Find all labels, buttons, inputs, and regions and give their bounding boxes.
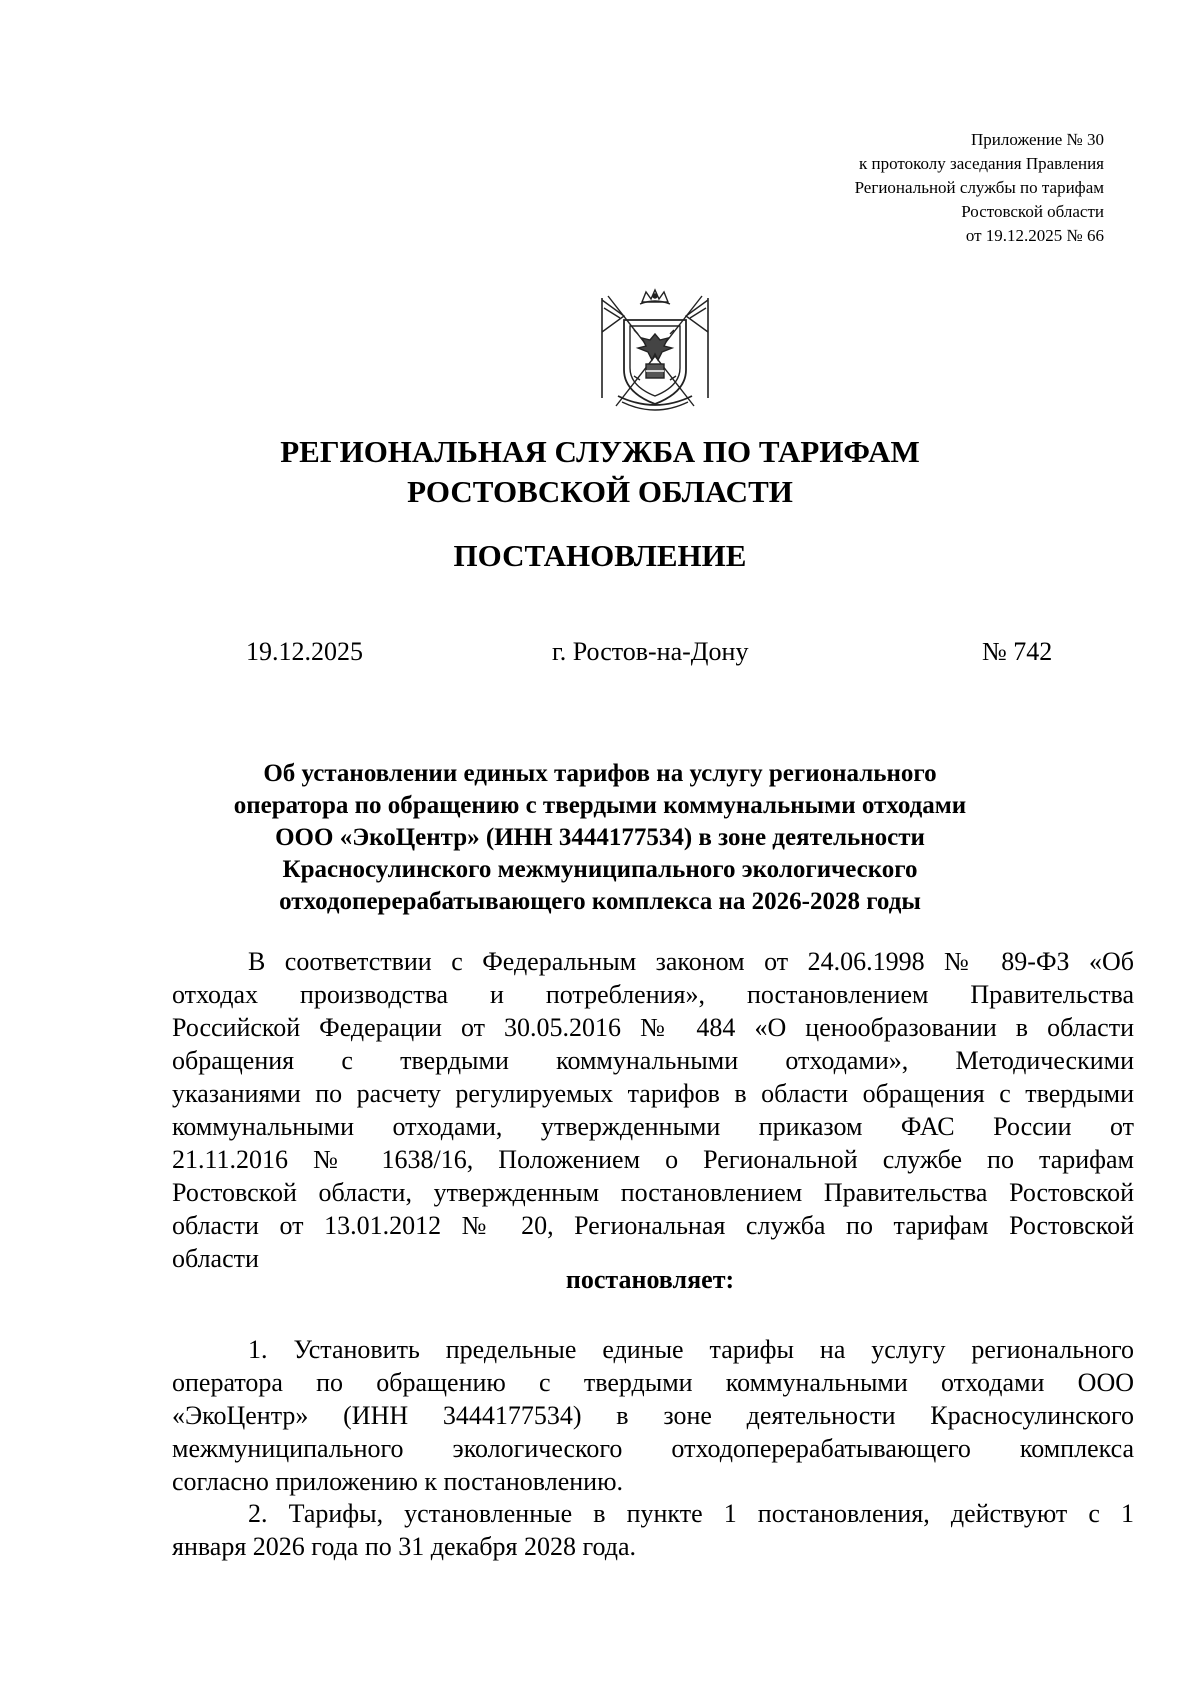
item-1-line: 1. Установить предельные единые тарифы на услугу регионального — [248, 1335, 1134, 1364]
org-line-2: РОСТОВСКОЙ ОБЛАСТИ — [407, 474, 793, 509]
document-type: ПОСТАНОВЛЕНИЕ — [453, 538, 747, 573]
preamble-line: области — [172, 1244, 259, 1273]
item-1-line: оператора по обращению с твердыми коммунальными отходами ООО — [172, 1368, 1134, 1397]
item-1-line: согласно приложению к постановлению. — [172, 1467, 623, 1496]
item-2-paragraph — [172, 1497, 1134, 1563]
preamble-line: Российской Федерации от 30.05.2016 № 484 «О ценообразовании в области — [172, 1013, 1134, 1042]
document-meta — [0, 634, 1200, 670]
item-2-line: 2. Тарифы, установленные в пункте 1 постановления, действуют с 1 — [248, 1499, 1134, 1528]
item-1-line: межмуниципального экологического отходоперерабатывающего комплекса — [172, 1434, 1134, 1463]
document-city: г. Ростов-на-Дону — [552, 637, 749, 666]
resolve-word: постановляет: — [565, 1265, 735, 1294]
item-1-paragraph — [172, 1333, 1134, 1498]
annex-line: Региональной службы по тарифам — [854, 178, 1104, 197]
preamble-line: обращения с твердыми коммунальными отходами», Методическими — [172, 1046, 1134, 1075]
annex-line: Приложение № 30 — [971, 130, 1104, 149]
title-line: Красносулинского межмуниципального экологического — [282, 856, 918, 883]
preamble-line: 21.11.2016 № 1638/16, Положением о Региональной службе по тарифам — [172, 1145, 1134, 1174]
annex-line: к протоколу заседания Правления — [859, 154, 1104, 173]
title-line: отходоперерабатывающего комплекса на 2026-2028 годы — [279, 888, 921, 915]
coat-of-arms-icon — [594, 288, 716, 415]
preamble-line: коммунальными отходами, утвержденными приказом ФАС России от — [172, 1112, 1134, 1141]
title-line: оператора по обращению с твердыми коммунальными отходами — [233, 792, 967, 819]
preamble-line: отходах производства и потребления», постановлением Правительства — [172, 980, 1134, 1009]
document-number: № 742 — [982, 637, 1053, 666]
preamble-paragraph — [172, 945, 1134, 1275]
preamble-line: области от 13.01.2012 № 20, Региональная служба по тарифам Ростовской — [172, 1211, 1134, 1240]
organization-name — [0, 432, 1200, 512]
org-line-1: РЕГИОНАЛЬНАЯ СЛУЖБА ПО ТАРИФАМ — [280, 434, 920, 469]
annex-block — [684, 128, 1104, 248]
item-2-line: января 2026 года по 31 декабря 2028 года. — [172, 1532, 637, 1561]
item-1-line: «ЭкоЦентр» (ИНН 3444177534) в зоне деятельности Красносулинского — [172, 1401, 1134, 1430]
annex-line: от 19.12.2025 № 66 — [965, 226, 1104, 245]
title-line: Об установлении единых тарифов на услугу регионального — [263, 760, 937, 787]
document-title — [150, 758, 1050, 918]
annex-line: Ростовской области — [961, 202, 1104, 221]
document-date: 19.12.2025 — [246, 637, 363, 666]
preamble-line: В соответствии с Федеральным законом от 24.06.1998 № 89-ФЗ «Об — [248, 947, 1134, 976]
title-line: ООО «ЭкоЦентр» (ИНН 3444177534) в зоне деятельности — [275, 824, 925, 851]
preamble-line: указаниями по расчету регулируемых тарифов в области обращения с твердыми — [172, 1079, 1134, 1108]
preamble-line: Ростовской области, утвержденным постановлением Правительства Ростовской — [172, 1178, 1134, 1207]
